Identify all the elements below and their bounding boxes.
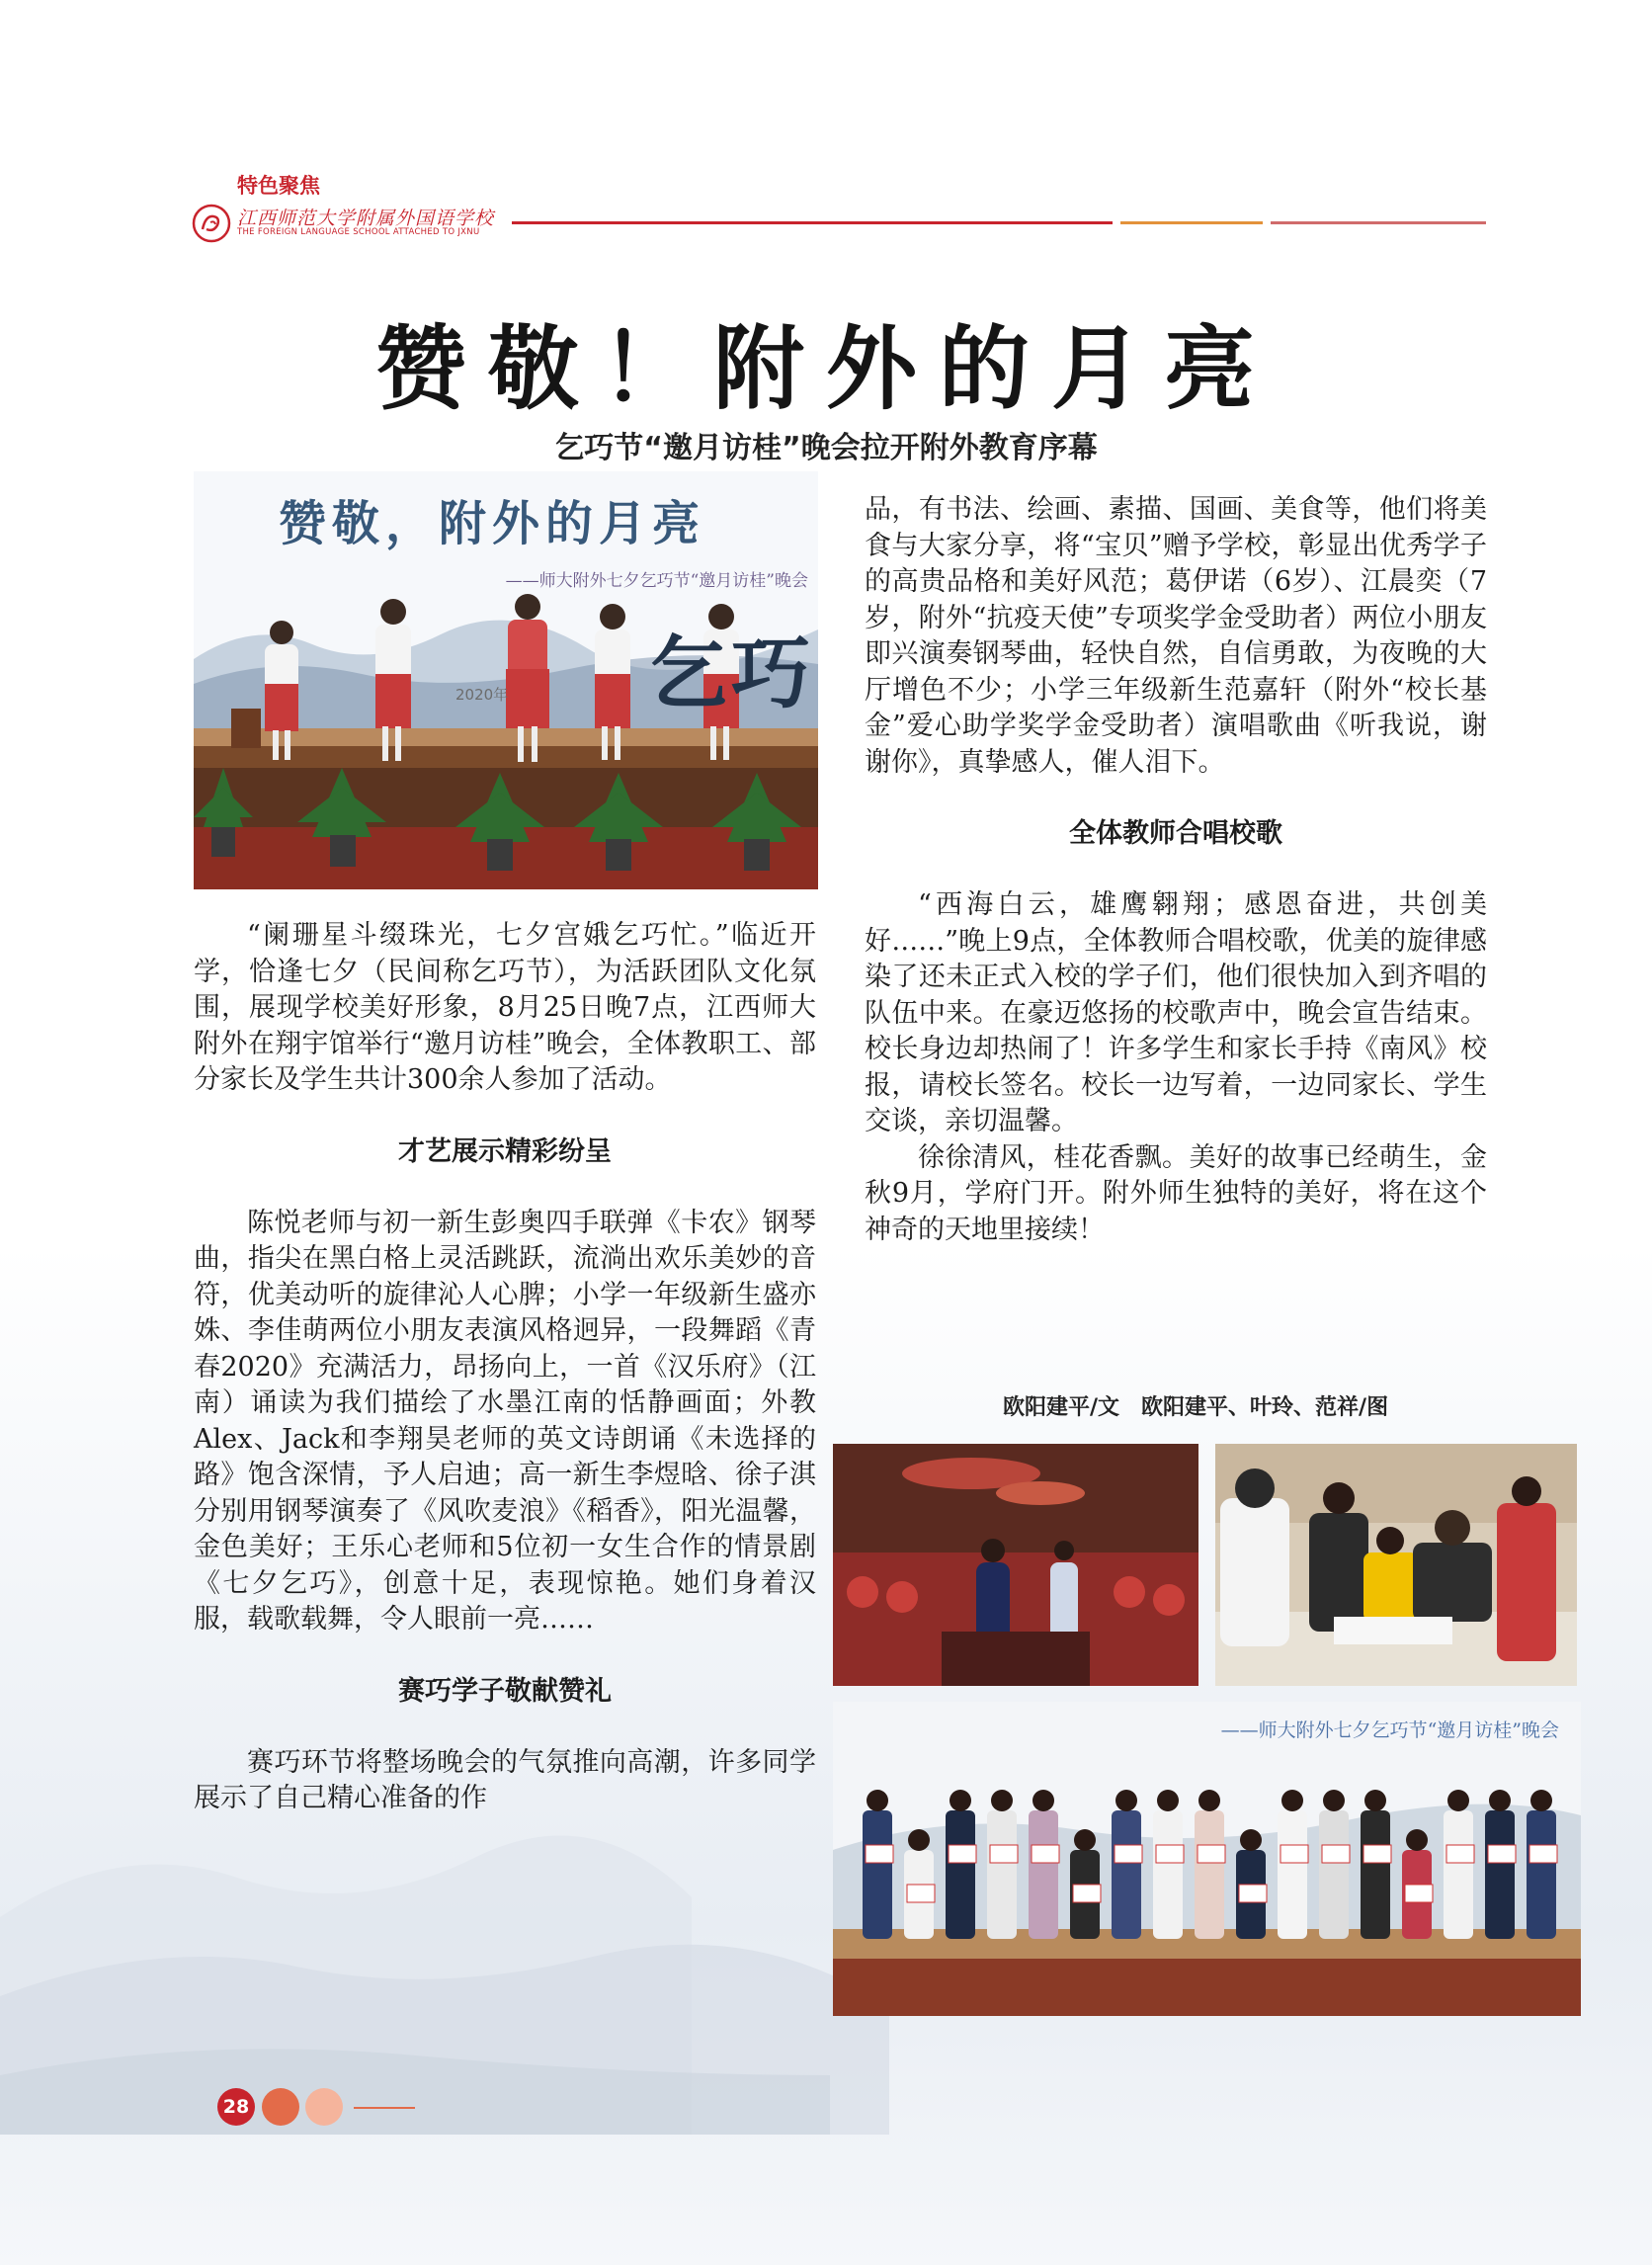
banner-title: 赞敬，附外的月亮 xyxy=(279,496,706,551)
certificate-card xyxy=(1322,1845,1350,1863)
group-person xyxy=(1444,1810,1473,1939)
certificate-card xyxy=(990,1845,1018,1863)
group-person-head xyxy=(1198,1790,1220,1811)
certificate-card xyxy=(1198,1845,1225,1863)
group-person xyxy=(987,1810,1017,1939)
group-person-head xyxy=(1240,1829,1262,1851)
article-column-right xyxy=(865,492,1487,1248)
certificate-card xyxy=(1073,1885,1101,1902)
article-subtitle: 乞巧节“邀月访桂”晚会拉开附外教育序幕 xyxy=(554,431,1098,465)
certificate-card xyxy=(1405,1885,1433,1902)
group-person-head xyxy=(1115,1790,1137,1811)
certificate-card xyxy=(866,1845,893,1863)
group-person-head xyxy=(1032,1790,1054,1811)
certificate-card xyxy=(1363,1845,1391,1863)
certificate-card xyxy=(1032,1845,1059,1863)
group-photo-subtitle: ——师大附外七夕乞巧节“邀月访桂”晚会 xyxy=(1220,1720,1559,1741)
intro-paragraph: “阑珊星斗缀珠光，七夕宫娥乞巧忙。”临近开学，恰逢七夕（民间称乞巧节），为活跃团队文化氛围，展现学校美好形象，8月25日晚7点，江西师大附外在翔宇馆举行“邀月访桂”晚会，全体教职工、部分家长及学生共计300余人参加了活动。 xyxy=(194,920,816,1095)
banner-date: 2020年 xyxy=(455,686,509,704)
group-person xyxy=(863,1810,892,1939)
group-person-head xyxy=(1323,1790,1345,1811)
group-person xyxy=(1029,1810,1058,1939)
certificate-card xyxy=(949,1845,976,1863)
group-person xyxy=(1485,1810,1515,1939)
certificate-card xyxy=(1115,1845,1142,1863)
group-person-head xyxy=(1489,1790,1511,1811)
contest-paragraph-continued: 品，有书法、绘画、素描、国画、美食等，他们将美食与大家分享，将“宝贝”赠予学校，彰显出优秀学子的高贵品格和美好风范；葛伊诺（6岁）、江晨奕（7岁，附外“抗疫天使”专项奖学金受助者）两位小朋友即兴演奏钢琴曲，轻快自然，自信勇敢，为夜晚的大厅增色不少；小学三年级新生范嘉轩（附外“校长基金”爱心助学奖学金受助者）演唱歌曲《听我说，谢谢你》，真挚感人，催人泪下。 xyxy=(865,494,1487,778)
page-dot-orange xyxy=(262,2088,299,2126)
principal-signing-photo xyxy=(1215,1444,1577,1686)
banner-subtitle: ——师大附外七夕乞巧节“邀月访桂”晚会 xyxy=(505,571,808,591)
group-person xyxy=(1361,1810,1390,1939)
header-rule-red xyxy=(512,221,1113,224)
school-name: 江西师范大学附属外国语学校 xyxy=(237,208,495,229)
page-dot-peach xyxy=(305,2088,343,2126)
group-person-head xyxy=(1157,1790,1179,1811)
group-person-head xyxy=(1406,1829,1428,1851)
certificate-card xyxy=(1239,1885,1267,1902)
group-person-head xyxy=(950,1790,971,1811)
group-person xyxy=(1153,1810,1183,1939)
group-person xyxy=(1278,1810,1307,1939)
talent-paragraph: 陈悦老师与初一新生彭奥四手联弹《卡农》钢琴曲，指尖在黑白格上灵活跳跃，流淌出欢乐美妙的音符，优美动听的旋律沁人心脾；小学一年级新生盛亦姝、李佳萌两位小朋友表演风格迥异，一段舞蹈《青春2020》充满活力，昂扬向上，一首《汉乐府》（江南）诵读为我们描绘了水墨江南的恬静画面；外教Alex、Jack和李翔昊老师的英文诗朗诵《未选择的路》饱含深情，予人启迪；高一新生李煜晗、徐子淇分别用钢琴演奏了《风吹麦浪》《稻香》，阳光温馨，金色美好；王乐心老师和5位初一女生合作的情景剧《七夕乞巧》，创意十足，表现惊艳。她们身着汉服，载歌载舞，令人眼前一亮…… xyxy=(194,1207,816,1635)
group-person xyxy=(1195,1810,1224,1939)
group-person-head xyxy=(908,1829,930,1851)
group-person-head xyxy=(1281,1790,1303,1811)
header-rule-orange xyxy=(1120,221,1263,224)
group-person xyxy=(1319,1810,1349,1939)
article-column-left xyxy=(194,918,816,1817)
section-tag: 特色聚焦 xyxy=(237,174,320,198)
stage-performance-photo xyxy=(194,471,818,889)
group-person xyxy=(946,1810,975,1939)
certificate-card xyxy=(1446,1845,1474,1863)
school-name-en: THE FOREIGN LANGUAGE SCHOOL ATTACHED TO JXNU xyxy=(237,227,480,237)
header-rule-pink xyxy=(1271,221,1486,224)
certificate-card xyxy=(1488,1845,1516,1863)
page-number-rule xyxy=(354,2107,415,2109)
certificate-card xyxy=(1156,1845,1184,1863)
certificate-card xyxy=(907,1885,935,1902)
group-person-head xyxy=(1364,1790,1386,1811)
closing-paragraph: 徐徐清风，桂花香飘。美好的故事已经萌生，金秋9月，学府门开。附外师生独特的美好，将在这个神奇的天地里接续！ xyxy=(865,1141,1487,1245)
qipao-show-photo xyxy=(833,1444,1198,1686)
group-photo xyxy=(833,1702,1581,2016)
certificate-card xyxy=(1529,1845,1557,1863)
group-person-head xyxy=(867,1790,888,1811)
group-person-head xyxy=(1447,1790,1469,1811)
section-heading-choir: 全体教师合唱校歌 xyxy=(1069,818,1282,849)
group-person xyxy=(1527,1810,1556,1939)
choir-paragraph: “西海白云，雄鹰翱翔；感恩奋进，共创美好……”晚上9点，全体教师合唱校歌，优美的旋律感染了还未正式入校的学子们，他们很快加入到齐唱的队伍中来。在豪迈悠扬的校歌声中，晚会宣告结束。校长身边却热闹了！许多学生和家长手持《南风》校报，请校长签名。校长一边写着，一边同家长、学生交谈，亲切温馨。 xyxy=(865,889,1487,1136)
certificate-card xyxy=(1280,1845,1308,1863)
group-person-head xyxy=(1530,1790,1552,1811)
page-number: 28 xyxy=(217,2088,255,2126)
section-heading-talent: 才艺展示精彩纷呈 xyxy=(398,1135,612,1167)
section-heading-contest: 赛巧学子敬献赞礼 xyxy=(398,1675,612,1707)
group-person xyxy=(1112,1810,1141,1939)
contest-paragraph-start: 赛巧环节将整场晚会的气氛推向高潮，许多同学展示了自己精心准备的作 xyxy=(194,1746,816,1813)
school-logo-icon xyxy=(192,204,231,243)
author-credit: 欧阳建平/文 欧阳建平、叶玲、范祥/图 xyxy=(1003,1395,1389,1420)
article-title: 赞敬！附外的月亮 xyxy=(374,315,1277,422)
group-person-head xyxy=(1074,1829,1096,1851)
group-person-head xyxy=(991,1790,1013,1811)
banner-calligraphy: 乞巧 xyxy=(648,627,814,719)
